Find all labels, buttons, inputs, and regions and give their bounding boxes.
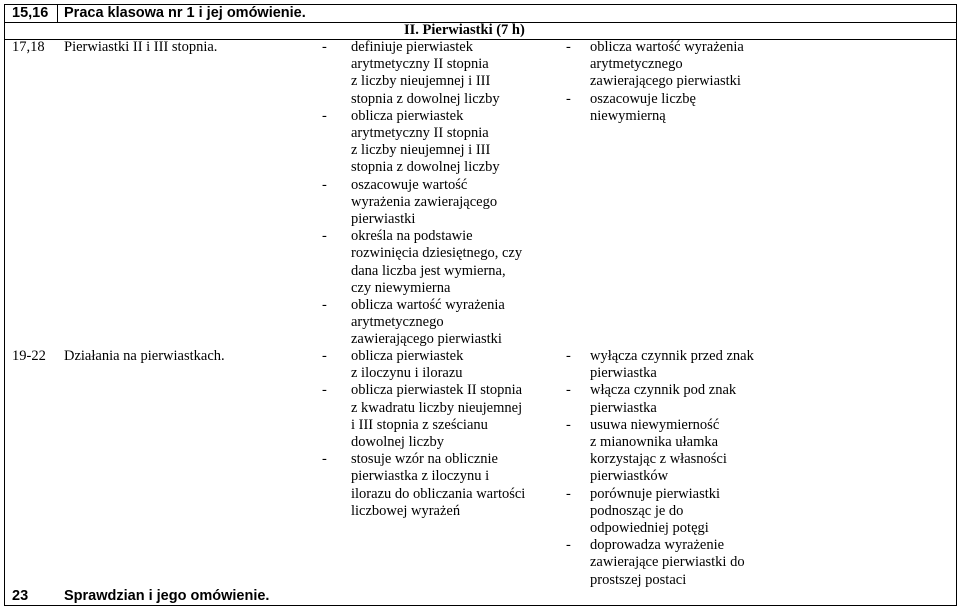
row-title: Praca klasowa nr 1 i jej omówienie.	[64, 5, 306, 21]
list-dash: -	[322, 228, 327, 245]
list-item-line: oblicza wartość wyrażenia	[351, 297, 505, 314]
list-dash: -	[322, 107, 327, 124]
list-item-line: oszacowuje liczbę	[590, 90, 696, 107]
list-item-line: arytmetycznego	[351, 314, 444, 331]
list-item-line: pierwiastka	[590, 399, 657, 416]
list-item-line: liczbowej wyrażeń	[351, 502, 461, 519]
list-item-line: usuwa niewymierność	[590, 416, 720, 433]
row-title: Pierwiastki II i III stopnia.	[64, 39, 218, 55]
list-dash: -	[566, 537, 571, 554]
table-border-right	[956, 4, 957, 606]
list-item-line: dana liczba jest wymierna,	[351, 262, 506, 279]
list-dash: -	[322, 451, 327, 468]
list-item-line: z kwadratu liczby nieujemnej	[351, 399, 523, 416]
list-item-line: podnosząc je do	[590, 502, 684, 519]
list-item	[322, 451, 525, 520]
row-title: Sprawdzian i jego omówienie.	[64, 588, 270, 604]
list-item-line: odpowiedniej potęgi	[590, 520, 709, 537]
row-number: 23	[12, 588, 29, 604]
list-item-line: stosuje wzór na oblicznie	[351, 451, 498, 468]
list-item-line: określa na podstawie	[351, 228, 473, 245]
list-item-line: arytmetyczny II stopnia	[351, 125, 489, 142]
list-item-line: zawierającego pierwiastki	[590, 73, 741, 90]
list-dash: -	[566, 90, 571, 107]
list-item	[322, 382, 525, 451]
list-item-line: zawierającego pierwiastki	[351, 331, 502, 348]
list-item-line: niewymierną	[590, 107, 666, 124]
list-item	[322, 228, 522, 297]
list-item-line: wyłącza czynnik przed znak	[590, 348, 754, 364]
list-item-line: włącza czynnik pod znak	[590, 382, 737, 399]
list-item-line: dowolnej liczby	[351, 434, 445, 451]
list-item-line: i III stopnia z sześcianu	[351, 416, 488, 433]
list-item-line: arytmetyczny II stopnia	[351, 56, 489, 73]
table-border-left	[4, 4, 5, 606]
list-item-line: stopnia z dowolnej liczby	[351, 159, 500, 176]
list-item-line: oblicza wartość wyrażenia	[590, 39, 744, 55]
list-item-line: rozwinięcia dziesiętnego, czy	[351, 245, 523, 262]
list-item	[322, 348, 525, 382]
row-number: 19-22	[12, 348, 46, 364]
list-item	[566, 486, 754, 538]
list-item	[322, 108, 522, 177]
list-item	[322, 39, 522, 108]
list-dash: -	[322, 176, 327, 193]
list-item-line: stopnia z dowolnej liczby	[351, 90, 500, 107]
list-item	[566, 537, 754, 589]
requirements-basic-list	[322, 348, 525, 520]
list-item	[566, 348, 754, 382]
list-item	[322, 177, 522, 229]
row-title: Działania na pierwiastkach.	[64, 348, 225, 364]
list-item-line: z iloczynu i ilorazu	[351, 365, 463, 382]
list-item-line: korzystając z własności	[590, 451, 727, 468]
list-item-line: arytmetycznego	[590, 56, 683, 73]
table-column-divider	[57, 4, 58, 23]
list-item-line: czy niewymierna	[351, 279, 451, 296]
row-number: 15,16	[12, 5, 49, 21]
list-dash: -	[566, 39, 571, 55]
list-dash: -	[322, 297, 327, 314]
list-item-line: prostszej postaci	[590, 571, 687, 588]
list-item	[322, 297, 522, 349]
section-heading: II. Pierwiastki (7 h)	[404, 22, 525, 38]
list-item-line: oblicza pierwiastek II stopnia	[351, 382, 523, 399]
list-item-line: pierwiastki	[351, 211, 416, 228]
list-dash: -	[322, 39, 327, 55]
requirements-extended-list	[566, 39, 744, 125]
list-item-line: z liczby nieujemnej i III	[351, 142, 491, 159]
list-item-line: oblicza pierwiastek	[351, 107, 464, 124]
requirements-extended-list	[566, 348, 754, 589]
list-item-line: ilorazu do obliczania wartości	[351, 485, 526, 502]
list-item	[566, 417, 754, 486]
list-dash: -	[322, 382, 327, 399]
list-item-line: z mianownika ułamka	[590, 434, 719, 451]
list-dash: -	[566, 416, 571, 433]
list-item	[566, 382, 754, 416]
list-dash: -	[322, 348, 327, 364]
list-item-line: definiuje pierwiastek	[351, 39, 473, 55]
list-item-line: pierwiastka	[590, 365, 657, 382]
list-item	[566, 91, 744, 125]
list-item-line: z liczby nieujemnej i III	[351, 73, 491, 90]
list-item-line: pierwiastków	[590, 468, 669, 485]
requirements-basic-list	[322, 39, 522, 349]
list-dash: -	[566, 348, 571, 364]
list-item-line: doprowadza wyrażenie	[590, 537, 725, 554]
row-number: 17,18	[12, 39, 45, 55]
list-dash: -	[566, 382, 571, 399]
list-item	[566, 39, 744, 91]
list-item-line: oszacowuje wartość	[351, 176, 468, 193]
list-item-line: oblicza pierwiastek	[351, 348, 464, 364]
list-item-line: zawierające pierwiastki do	[590, 554, 745, 571]
list-item-line: porównuje pierwiastki	[590, 485, 721, 502]
list-item-line: pierwiastka z iloczynu i	[351, 468, 490, 485]
list-item-line: wyrażenia zawierającego	[351, 193, 498, 210]
list-dash: -	[566, 485, 571, 502]
